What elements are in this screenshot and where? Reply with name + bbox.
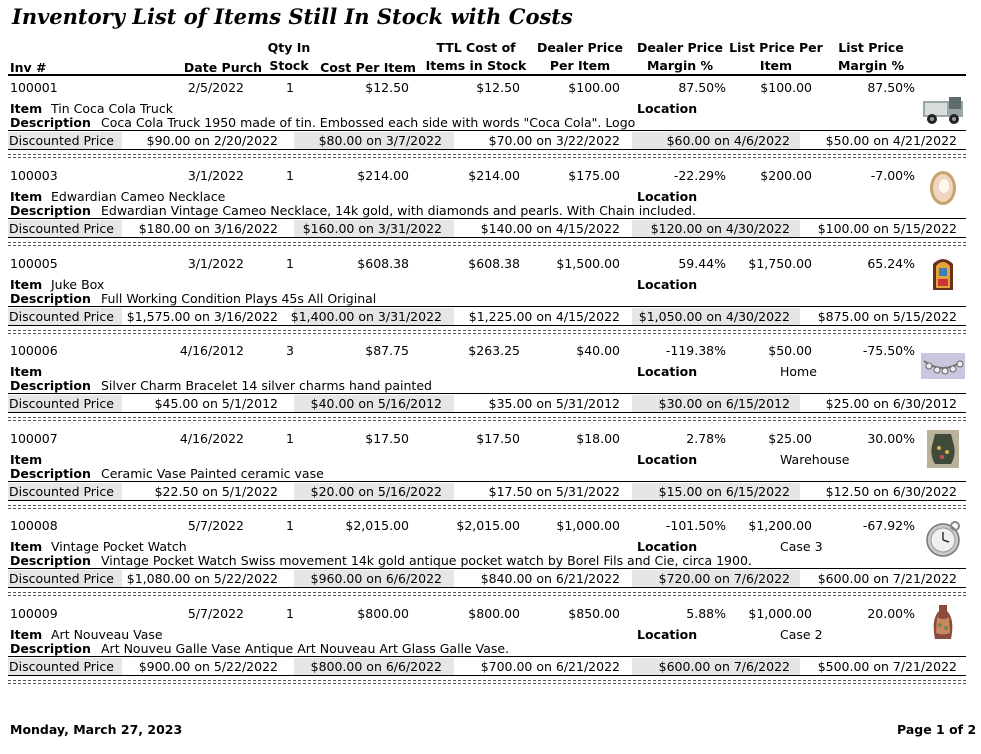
inventory-record bbox=[0, 603, 981, 691]
dealer-margin: 2.78% bbox=[686, 431, 726, 446]
description-text: Vintage Pocket Watch Swiss movement 14k gold antique pocket watch by Borel Fils and Cie, circa 1900. bbox=[101, 553, 752, 568]
description-text: Coca Cola Truck 1950 made of tin. Embossed each side with words "Coca Cola". Logo bbox=[101, 115, 636, 130]
header-list-line1: List Price Per bbox=[729, 40, 823, 55]
discounted-price-label: Discounted Price bbox=[9, 571, 114, 586]
discount-2: $800.00 on 6/6/2022 bbox=[310, 659, 442, 674]
header-dealer-line1: Dealer Price bbox=[536, 40, 624, 55]
dealer-margin: -22.29% bbox=[673, 168, 726, 183]
cost-per-item: $214.00 bbox=[357, 168, 409, 183]
cost-per-item: $800.00 bbox=[357, 606, 409, 621]
description-label: Description bbox=[10, 378, 91, 393]
list-price: $25.00 bbox=[768, 431, 812, 446]
discount-1: $1,080.00 on 5/22/2022 bbox=[126, 571, 278, 586]
ttl-cost: $17.50 bbox=[476, 431, 520, 446]
record-separator bbox=[8, 505, 966, 509]
header-list-margin-line2: Margin % bbox=[837, 58, 905, 73]
discount-5: $12.50 on 6/30/2022 bbox=[825, 484, 957, 499]
record-separator bbox=[8, 680, 966, 684]
inv-number: 100006 bbox=[10, 343, 58, 358]
cameo-photo bbox=[921, 168, 965, 206]
dealer-margin: 87.50% bbox=[678, 80, 726, 95]
discount-2: $960.00 on 6/6/2022 bbox=[310, 571, 442, 586]
list-price: $1,750.00 bbox=[748, 256, 812, 271]
list-margin: 87.50% bbox=[867, 80, 915, 95]
inv-number: 100001 bbox=[10, 80, 58, 95]
record-separator bbox=[8, 330, 966, 334]
discounted-price-label: Discounted Price bbox=[9, 659, 114, 674]
record-separator bbox=[8, 592, 966, 596]
location-label: Location bbox=[637, 452, 698, 467]
description-text: Ceramic Vase Painted ceramic vase bbox=[101, 466, 324, 481]
date-purchased: 4/16/2022 bbox=[179, 431, 244, 446]
date-purchased: 5/7/2022 bbox=[187, 606, 244, 621]
date-purchased: 3/1/2022 bbox=[187, 256, 244, 271]
qty-in-stock: 1 bbox=[286, 606, 294, 621]
location-label: Location bbox=[637, 627, 698, 642]
discount-1: $900.00 on 5/22/2022 bbox=[138, 659, 278, 674]
inventory-record bbox=[0, 77, 981, 165]
record-separator bbox=[8, 242, 966, 246]
header-divider bbox=[8, 74, 966, 76]
cost-per-item: $2,015.00 bbox=[345, 518, 409, 533]
location-value: Case 3 bbox=[780, 539, 823, 554]
discount-2: $80.00 on 3/7/2022 bbox=[318, 133, 442, 148]
inv-number: 100009 bbox=[10, 606, 58, 621]
discount-1: $90.00 on 2/20/2022 bbox=[146, 133, 278, 148]
header-inv: Inv # bbox=[10, 60, 47, 75]
location-label: Location bbox=[637, 101, 698, 116]
header-date: Date Purch bbox=[183, 60, 263, 75]
list-price: $1,000.00 bbox=[748, 606, 812, 621]
list-price: $100.00 bbox=[760, 80, 812, 95]
inventory-record bbox=[0, 253, 981, 341]
bracelet-photo bbox=[921, 347, 965, 385]
item-label: Item bbox=[10, 452, 43, 467]
header-list-line2: Item bbox=[759, 58, 793, 73]
inv-number: 100008 bbox=[10, 518, 58, 533]
item-label: Item bbox=[10, 364, 43, 379]
inventory-record bbox=[0, 340, 981, 428]
ttl-cost: $214.00 bbox=[468, 168, 520, 183]
list-price: $1,200.00 bbox=[748, 518, 812, 533]
date-purchased: 5/7/2022 bbox=[187, 518, 244, 533]
ttl-cost: $608.38 bbox=[468, 256, 520, 271]
discount-5: $50.00 on 4/21/2022 bbox=[825, 133, 957, 148]
inventory-record bbox=[0, 428, 981, 516]
discount-row bbox=[8, 568, 966, 588]
description-text: Full Working Condition Plays 45s All Original bbox=[101, 291, 377, 306]
dealer-margin: -101.50% bbox=[665, 518, 726, 533]
galle-vase-photo bbox=[921, 603, 965, 641]
discount-4: $120.00 on 4/30/2022 bbox=[650, 221, 790, 236]
cost-per-item: $17.50 bbox=[365, 431, 409, 446]
discount-1: $180.00 on 3/16/2022 bbox=[138, 221, 278, 236]
dealer-margin: -119.38% bbox=[665, 343, 726, 358]
discount-row bbox=[8, 218, 966, 238]
dealer-price: $100.00 bbox=[568, 80, 620, 95]
location-label: Location bbox=[637, 277, 698, 292]
discount-5: $600.00 on 7/21/2022 bbox=[817, 571, 957, 586]
pocket-watch-photo bbox=[921, 519, 965, 557]
item-name: Edwardian Cameo Necklace bbox=[51, 189, 226, 204]
qty-in-stock: 1 bbox=[286, 518, 294, 533]
list-margin: 20.00% bbox=[867, 606, 915, 621]
item-name: Art Nouveau Vase bbox=[51, 627, 163, 642]
jukebox-photo bbox=[921, 254, 965, 292]
discount-5: $500.00 on 7/21/2022 bbox=[817, 659, 957, 674]
cost-per-item: $608.38 bbox=[357, 256, 409, 271]
item-name: Vintage Pocket Watch bbox=[51, 539, 187, 554]
description-label: Description bbox=[10, 291, 91, 306]
ttl-cost: $12.50 bbox=[476, 80, 520, 95]
dealer-price: $850.00 bbox=[568, 606, 620, 621]
discount-2: $160.00 on 3/31/2022 bbox=[302, 221, 442, 236]
dealer-price: $1,000.00 bbox=[556, 518, 620, 533]
date-purchased: 4/16/2012 bbox=[179, 343, 244, 358]
truck-photo bbox=[921, 89, 965, 127]
discount-3: $17.50 on 5/31/2022 bbox=[488, 484, 620, 499]
dealer-margin: 59.44% bbox=[678, 256, 726, 271]
qty-in-stock: 1 bbox=[286, 168, 294, 183]
record-separator bbox=[8, 154, 966, 158]
header-dealer-margin-line2: Margin % bbox=[646, 58, 714, 73]
report-title: Inventory List of Items Still In Stock with Costs bbox=[12, 4, 573, 29]
header-ttl-line1: TTL Cost of bbox=[436, 40, 516, 55]
ttl-cost: $263.25 bbox=[468, 343, 520, 358]
header-qty-line2: Stock bbox=[269, 58, 309, 73]
item-label: Item bbox=[10, 189, 43, 204]
inv-number: 100005 bbox=[10, 256, 58, 271]
list-price: $200.00 bbox=[760, 168, 812, 183]
discount-1: $45.00 on 5/1/2012 bbox=[154, 396, 278, 411]
discounted-price-label: Discounted Price bbox=[9, 309, 114, 324]
inventory-record bbox=[0, 515, 981, 603]
discount-1: $1,575.00 on 3/16/2022 bbox=[126, 309, 278, 324]
inventory-record bbox=[0, 165, 981, 253]
date-purchased: 3/1/2022 bbox=[187, 168, 244, 183]
discount-3: $840.00 on 6/21/2022 bbox=[480, 571, 620, 586]
location-label: Location bbox=[637, 364, 698, 379]
report-date: Monday, March 27, 2023 bbox=[10, 722, 183, 737]
discount-5: $25.00 on 6/30/2012 bbox=[825, 396, 957, 411]
header-cost: Cost Per Item bbox=[320, 60, 416, 75]
location-label: Location bbox=[637, 539, 698, 554]
discount-row bbox=[8, 393, 966, 413]
list-margin: -7.00% bbox=[870, 168, 915, 183]
qty-in-stock: 1 bbox=[286, 256, 294, 271]
discount-5: $100.00 on 5/15/2022 bbox=[817, 221, 957, 236]
discount-2: $40.00 on 5/16/2012 bbox=[310, 396, 442, 411]
header-dealer-margin-line1: Dealer Price bbox=[636, 40, 724, 55]
discounted-price-label: Discounted Price bbox=[9, 484, 114, 499]
record-separator bbox=[8, 417, 966, 421]
description-label: Description bbox=[10, 115, 91, 130]
list-margin: -67.92% bbox=[862, 518, 915, 533]
discount-4: $1,050.00 on 4/30/2022 bbox=[638, 309, 790, 324]
description-label: Description bbox=[10, 641, 91, 656]
date-purchased: 2/5/2022 bbox=[187, 80, 244, 95]
location-value: Warehouse bbox=[780, 452, 850, 467]
list-margin: 30.00% bbox=[867, 431, 915, 446]
discount-3: $35.00 on 5/31/2012 bbox=[488, 396, 620, 411]
description-label: Description bbox=[10, 466, 91, 481]
header-list-margin-line1: List Price bbox=[838, 40, 904, 55]
dealer-price: $40.00 bbox=[576, 343, 620, 358]
cost-per-item: $12.50 bbox=[365, 80, 409, 95]
discount-4: $60.00 on 4/6/2022 bbox=[666, 133, 790, 148]
header-ttl-line2: Items in Stock bbox=[425, 58, 527, 73]
dealer-margin: 5.88% bbox=[686, 606, 726, 621]
discounted-price-label: Discounted Price bbox=[9, 133, 114, 148]
discounted-price-label: Discounted Price bbox=[9, 221, 114, 236]
item-label: Item bbox=[10, 627, 43, 642]
discount-4: $15.00 on 6/15/2022 bbox=[658, 484, 790, 499]
header-dealer-line2: Per Item bbox=[549, 58, 611, 73]
inv-number: 100003 bbox=[10, 168, 58, 183]
discount-3: $700.00 on 6/21/2022 bbox=[480, 659, 620, 674]
qty-in-stock: 1 bbox=[286, 80, 294, 95]
discount-row bbox=[8, 306, 966, 326]
list-price: $50.00 bbox=[768, 343, 812, 358]
discount-2: $20.00 on 5/16/2022 bbox=[310, 484, 442, 499]
header-qty-line1: Qty In bbox=[267, 40, 311, 55]
dealer-price: $175.00 bbox=[568, 168, 620, 183]
qty-in-stock: 3 bbox=[286, 343, 294, 358]
description-label: Description bbox=[10, 203, 91, 218]
discount-row bbox=[8, 656, 966, 676]
dealer-price: $1,500.00 bbox=[556, 256, 620, 271]
ttl-cost: $800.00 bbox=[468, 606, 520, 621]
discount-5: $875.00 on 5/15/2022 bbox=[817, 309, 957, 324]
discount-row bbox=[8, 130, 966, 150]
description-text: Silver Charm Bracelet 14 silver charms hand painted bbox=[101, 378, 432, 393]
page-number: Page 1 of 2 bbox=[897, 722, 977, 737]
discount-3: $140.00 on 4/15/2022 bbox=[480, 221, 620, 236]
cost-per-item: $87.75 bbox=[365, 343, 409, 358]
item-name: Tin Coca Cola Truck bbox=[51, 101, 173, 116]
list-margin: 65.24% bbox=[867, 256, 915, 271]
location-value: Case 2 bbox=[780, 627, 823, 642]
description-text: Edwardian Vintage Cameo Necklace, 14k gold, with diamonds and pearls. With Chain included. bbox=[101, 203, 696, 218]
description-text: Art Nouveu Galle Vase Antique Art Nouveau Art Glass Galle Vase. bbox=[101, 641, 510, 656]
discount-row bbox=[8, 481, 966, 501]
item-name: Juke Box bbox=[51, 277, 105, 292]
item-label: Item bbox=[10, 101, 43, 116]
discount-3: $70.00 on 3/22/2022 bbox=[488, 133, 620, 148]
discounted-price-label: Discounted Price bbox=[9, 396, 114, 411]
location-value: Home bbox=[780, 364, 817, 379]
dealer-price: $18.00 bbox=[576, 431, 620, 446]
location-label: Location bbox=[637, 189, 698, 204]
item-label: Item bbox=[10, 539, 43, 554]
item-label: Item bbox=[10, 277, 43, 292]
discount-4: $720.00 on 7/6/2022 bbox=[658, 571, 790, 586]
ceramic-vase-photo bbox=[921, 430, 965, 468]
discount-4: $600.00 on 7/6/2022 bbox=[658, 659, 790, 674]
discount-4: $30.00 on 6/15/2012 bbox=[658, 396, 790, 411]
inv-number: 100007 bbox=[10, 431, 58, 446]
discount-3: $1,225.00 on 4/15/2022 bbox=[468, 309, 620, 324]
qty-in-stock: 1 bbox=[286, 431, 294, 446]
discount-1: $22.50 on 5/1/2022 bbox=[154, 484, 278, 499]
discount-2: $1,400.00 on 3/31/2022 bbox=[290, 309, 442, 324]
description-label: Description bbox=[10, 553, 91, 568]
ttl-cost: $2,015.00 bbox=[456, 518, 520, 533]
list-margin: -75.50% bbox=[862, 343, 915, 358]
